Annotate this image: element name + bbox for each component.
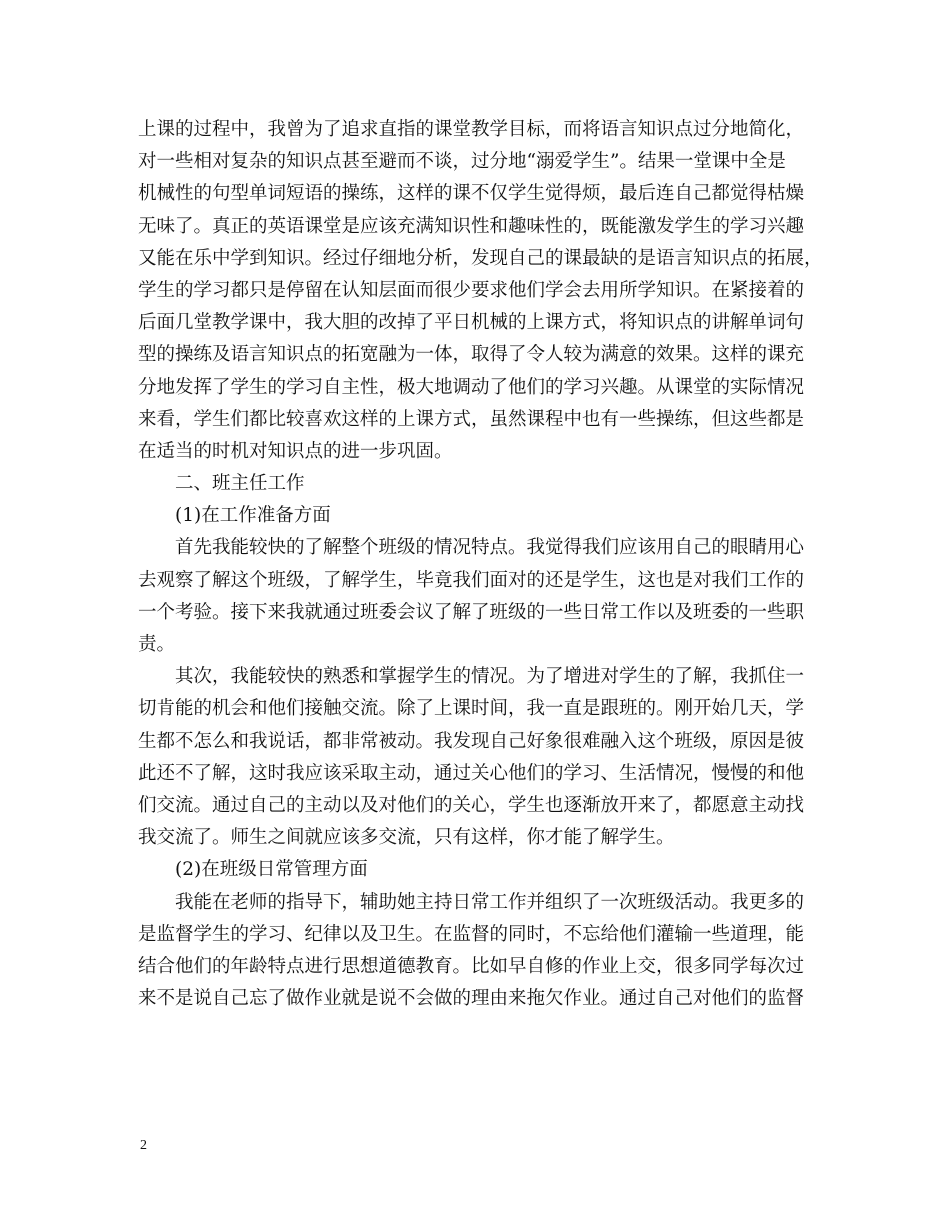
text-line: 又能在乐中学到知识。经过仔细地分析，发现自己的课最缺的是语言知识点的拓展，	[138, 247, 823, 269]
body-text	[138, 114, 838, 1015]
text-line: 无味了。真正的英语课堂是应该充满知识性和趣味性的，既能激发学生的学习兴趣	[138, 215, 805, 237]
text-line: 结合他们的年龄特点进行思想道德教育。比如早自修的作业上交，很多同学每次过	[138, 955, 805, 977]
text-line: 其次，我能较快的熟悉和掌握学生的情况。为了增进对学生的了解，我抓住一	[175, 666, 805, 688]
text-line: 在适当的时机对知识点的进一步巩固。	[138, 440, 453, 462]
text-line: 切肯能的机会和他们接触交流。除了上课时间，我一直是跟班的。刚开始几天，学	[138, 698, 805, 720]
text-line: 二、班主任工作	[175, 473, 305, 495]
text-line: 对一些相对复杂的知识点甚至避而不谈，过分地“溺爱学生”。结果一堂课中全是	[138, 151, 786, 173]
text-line: 学生的学习都只是停留在认知层面而很少要求他们学会去用所学知识。在紧接着的	[138, 279, 805, 301]
text-line: 生都不怎么和我说话，都非常被动。我发现自己好象很难融入这个班级，原因是彼	[138, 730, 805, 752]
text-line: 上课的过程中，我曾为了追求直指的课堂教学目标，而将语言知识点过分地简化，	[138, 119, 805, 140]
text-line: 我交流了。师生之间就应该多交流，只有这样，你才能了解学生。	[138, 827, 675, 849]
text-line: 型的操练及语言知识点的拓宽融为一体，取得了令人较为满意的效果。这样的课充	[138, 344, 805, 366]
text-line: 我能在老师的指导下，辅助她主持日常工作并组织了一次班级活动。我更多的	[175, 891, 805, 913]
text-line: 后面几堂教学课中，我大胆的改掉了平日机械的上课方式，将知识点的讲解单词句	[138, 312, 805, 334]
text-line: 此还不了解，这时我应该采取主动，通过关心他们的学习、生活情况，慢慢的和他	[138, 762, 805, 784]
text-line: 责。	[138, 634, 176, 655]
text-line: 是监督学生的学习、纪律以及卫生。在监督的同时，不忘给他们灌输一些道理，能	[138, 923, 805, 945]
text-line: 分地发挥了学生的学习自主性，极大地调动了他们的学习兴趣。从课堂的实际情况	[138, 376, 805, 398]
text-line: 机械性的句型单词短语的操练，这样的课不仅学生觉得烦，最后连自己都觉得枯燥	[138, 183, 805, 205]
page-number: 2	[140, 1138, 147, 1153]
text-line: 去观察了解这个班级，了解学生，毕竟我们面对的还是学生，这也是对我们工作的	[138, 569, 805, 591]
text-line: 来不是说自己忘了做作业就是说不会做的理由来拖欠作业。通过自己对他们的监督	[138, 988, 805, 1010]
text-line: 来看，学生们都比较喜欢这样的上课方式，虽然课程中也有一些操练，但这些都是	[138, 408, 805, 430]
text-line: (1)在工作准备方面	[175, 505, 331, 527]
text-line: (2)在班级日常管理方面	[175, 859, 368, 881]
text-line: 们交流。通过自己的主动以及对他们的关心，学生也逐渐放开来了，都愿意主动找	[138, 794, 805, 816]
text-line: 一个考验。接下来我就通过班委会议了解了班级的一些日常工作以及班委的一些职	[138, 601, 805, 623]
text-line: 首先我能较快的了解整个班级的情况特点。我觉得我们应该用自己的眼睛用心	[175, 537, 805, 559]
